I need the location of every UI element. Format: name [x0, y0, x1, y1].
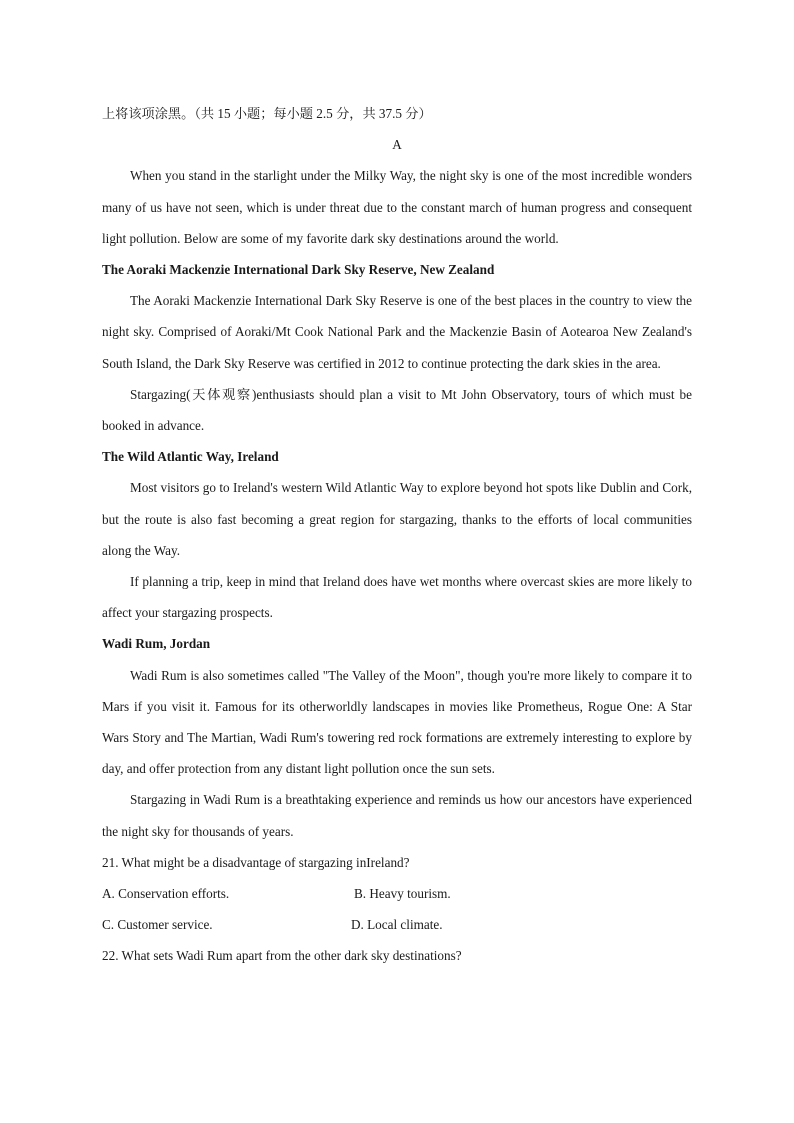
option-a: A. Conservation efforts.	[102, 886, 230, 902]
destination-heading: The Wild Atlantic Way, Ireland	[102, 449, 279, 465]
question-21	[102, 847, 692, 941]
intro-paragraph: When you stand in the starlight under the Milky Way, the night sky is one of the most incredible wonders many of us have not seen, which is under threat due to the constant march of human progress and consequent light pollution. Below are some of my favorite dark sky destinations around the world.	[102, 168, 692, 246]
destination-paragraph: The Aoraki Mackenzie International Dark Sky Reserve is one of the best places in the country to view the night sky. Comprised of Aoraki/Mt Cook National Park and the Mackenzie Basin of Aotearoa New Zealand's South Island, the Dark Sky Reserve was certified in 2012 to continue protecting the dark skies in the area.	[102, 293, 692, 371]
destination-heading: Wadi Rum, Jordan	[102, 636, 211, 652]
destination-new-zealand	[102, 254, 692, 441]
question-stem: 22. What sets Wadi Rum apart from the other dark sky destinations?	[102, 948, 462, 964]
question-stem: 21. What might be a disadvantage of stargazing inIreland?	[102, 854, 410, 870]
destination-jordan	[102, 628, 692, 846]
destination-ireland	[102, 441, 692, 628]
destination-paragraph: Most visitors go to Ireland's western Wild Atlantic Way to explore beyond hot spots like Dublin and Cork, but the route is also fast becoming a great region for stargazing, thanks to the efforts of local communities along the Way.	[102, 480, 692, 558]
options-row-ab	[102, 878, 692, 909]
section-label: A	[392, 137, 402, 153]
option-b: B. Heavy tourism.	[354, 886, 451, 902]
destination-paragraph: Stargazing in Wadi Rum is a breathtaking experience and reminds us how our ancestors have experienced the night sky for thousands of years.	[102, 792, 692, 839]
header-instruction: 上将该项涂黑。（共 15 小题；每小题 2.5 分，共 37.5 分）	[102, 106, 432, 121]
document-page	[102, 98, 692, 972]
question-22	[102, 940, 692, 971]
options-row-cd	[102, 909, 692, 940]
destination-paragraph: Wadi Rum is also sometimes called "The Valley of the Moon", though you're more likely to compare it to Mars if you visit it. Famous for its otherworldly landscapes in movies like Prometheus, Rogue One: A Star Wars Story and The Martian, Wadi Rum's towering red rock formations are extremely interesting to explore by day, and offer protection from any distant light pollution once the sun sets.	[102, 667, 692, 777]
option-c: C. Customer service.	[102, 917, 213, 933]
destination-heading: The Aoraki Mackenzie International Dark Sky Reserve, New Zealand	[102, 262, 495, 278]
option-d: D. Local climate.	[351, 917, 443, 933]
destination-paragraph: Stargazing(天体观察)enthusiasts should plan a visit to Mt John Observatory, tours of which must be booked in advance.	[102, 386, 692, 434]
destination-paragraph: If planning a trip, keep in mind that Ireland does have wet months where overcast skies are more likely to affect your stargazing prospects.	[102, 574, 692, 621]
